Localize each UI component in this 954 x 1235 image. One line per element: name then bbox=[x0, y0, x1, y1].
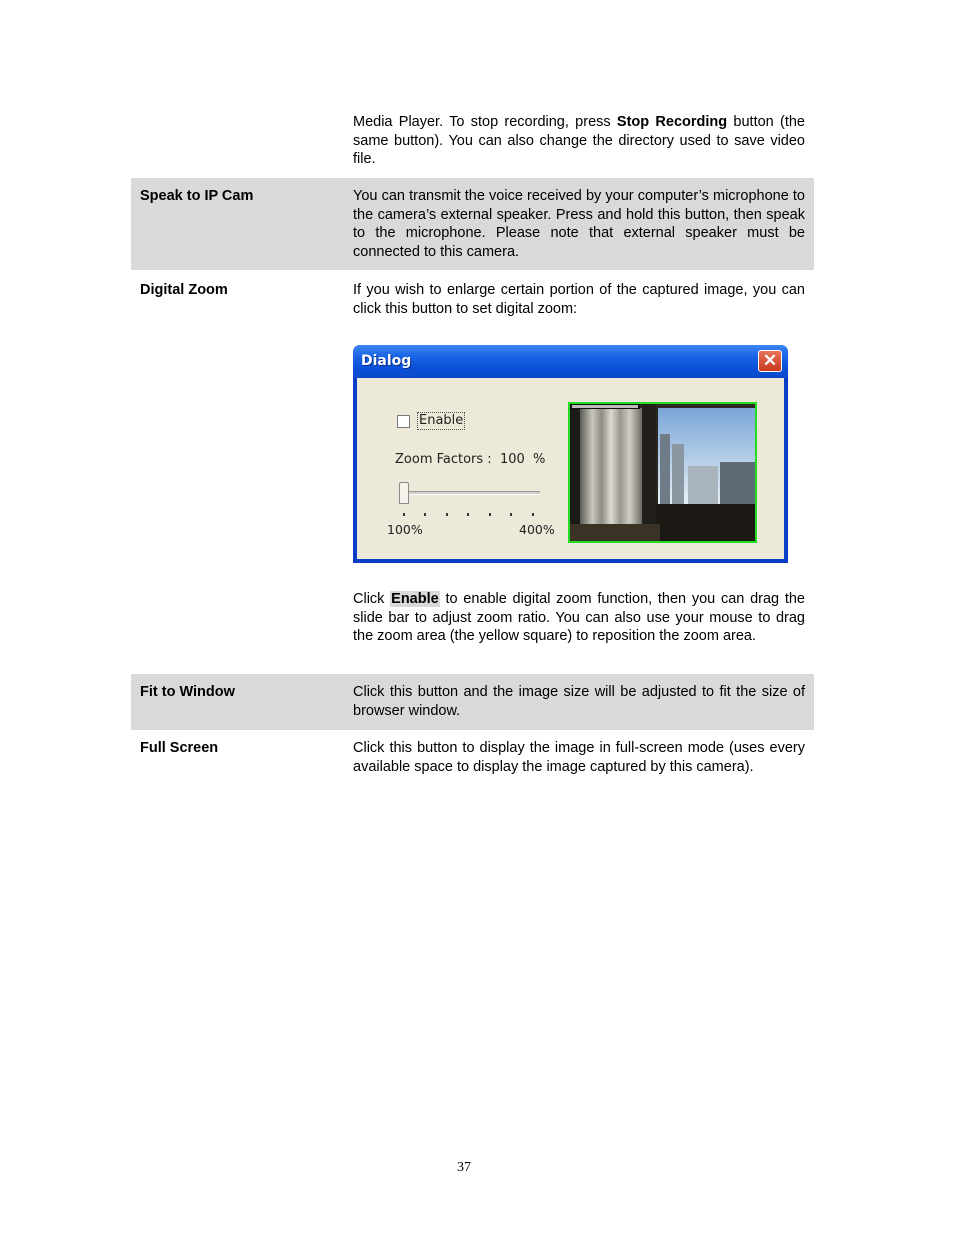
row-label: Fit to Window bbox=[140, 684, 235, 700]
slider-min-label: 100% bbox=[387, 522, 423, 537]
row-label: Full Screen bbox=[140, 740, 219, 756]
close-icon: ✕ bbox=[762, 351, 778, 370]
dialog-titlebar[interactable] bbox=[353, 345, 788, 378]
zoom-factor-label: Zoom Factors : 100 % bbox=[395, 452, 546, 467]
row-description: If you wish to enlarge certain portion of the captured image, you can click this button to set digital zoom: bbox=[353, 282, 805, 317]
enable-checkbox-label[interactable]: Enable bbox=[419, 413, 464, 428]
row-description: Click this button and the image size will be adjusted to fit the size of browser window. bbox=[353, 684, 805, 719]
page-number: 37 bbox=[457, 1160, 471, 1175]
zoom-slider-track[interactable] bbox=[405, 491, 540, 495]
close-button[interactable] bbox=[758, 350, 782, 372]
stop-recording-term: Stop Recording bbox=[616, 114, 728, 130]
table-row-full-screen bbox=[131, 730, 814, 800]
table-row-speak bbox=[131, 178, 814, 270]
zoom-preview-image[interactable] bbox=[568, 402, 757, 543]
slider-tick bbox=[489, 513, 491, 516]
slider-max-label: 400% bbox=[519, 522, 555, 537]
enable-term: Enable bbox=[391, 591, 439, 607]
slider-tick bbox=[403, 513, 405, 516]
slider-tick bbox=[424, 513, 426, 516]
table-row-fit-window bbox=[131, 674, 814, 730]
row-label: Speak to IP Cam bbox=[140, 188, 254, 204]
zoom-slider-thumb[interactable] bbox=[399, 482, 409, 504]
row-description-after: Click Enable to enable digital zoom function, then you can drag the slide bar to adjust zoom ratio. You can also use your mouse to drag the zoom area (the yellow square) to reposition the zoom area. bbox=[353, 591, 805, 645]
row-description: You can transmit the voice received by your computer’s microphone to the camera’s external speaker. Press and hold this button, then speak to the microphone. Please note that external speaker must be connected to this camera. bbox=[353, 188, 805, 261]
dialog-title: Dialog bbox=[361, 353, 412, 369]
dialog-body bbox=[357, 378, 784, 559]
digital-zoom-dialog bbox=[353, 345, 788, 563]
slider-tick bbox=[446, 513, 448, 516]
intro-row bbox=[131, 112, 814, 172]
slider-tick bbox=[532, 513, 534, 516]
room-window-photo bbox=[570, 404, 755, 541]
enable-checkbox[interactable] bbox=[397, 415, 410, 428]
slider-tick bbox=[467, 513, 469, 516]
row-label: Digital Zoom bbox=[140, 282, 228, 298]
intro-text: Media Player. To stop recording, press Stop Recording button (the same button). You can also change the directory used to save video file. bbox=[353, 114, 805, 168]
row-description: Click this button to display the image in full-screen mode (uses every available space to display the image captured by this camera). bbox=[353, 740, 805, 775]
slider-tick bbox=[510, 513, 512, 516]
